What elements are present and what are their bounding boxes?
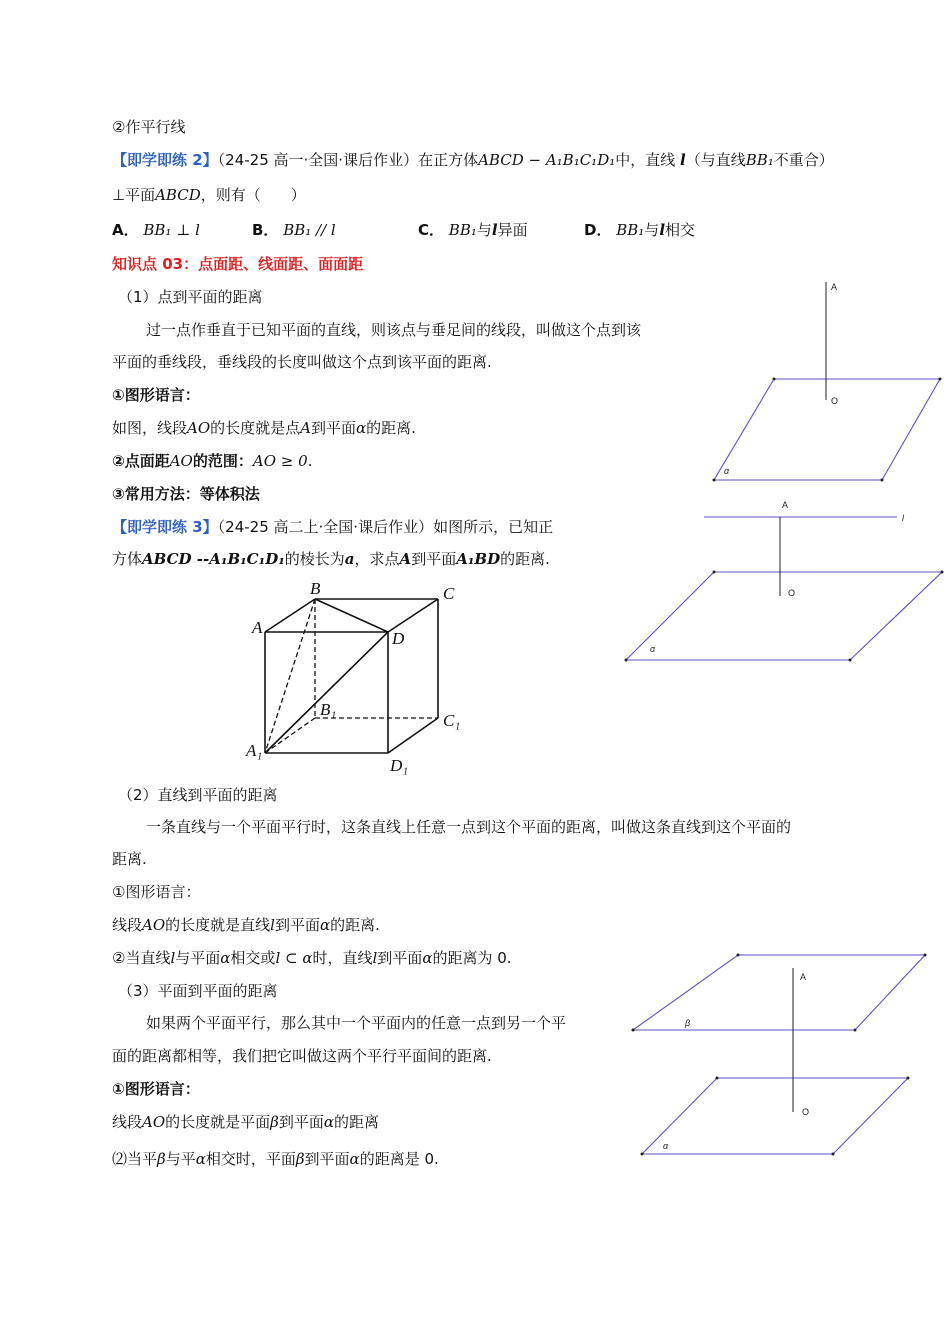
section-1-para-line1: 过一点作垂直于已知平面的直线，则该点与垂足间的线段，叫做这个点到该 (146, 321, 642, 339)
text: 时，直线 (312, 949, 373, 967)
exercise-3-source: （24-25 高二上·全国·课后作业）如图所示，已知正 (217, 518, 554, 536)
option-a-expr: BB₁ ⊥ l (143, 221, 200, 239)
fig3-label-alpha: α (663, 1141, 669, 1151)
section-2-case (112, 948, 512, 968)
fig1-label-a: A (831, 282, 838, 292)
point-a: A (399, 550, 412, 568)
plane-alpha: α (323, 1113, 334, 1131)
exercise-2-line1 (112, 150, 834, 170)
fig3-label-beta: β (685, 1018, 691, 1028)
text: 相交时，平面 (205, 1150, 296, 1168)
knowledge-point-title: 知识点 03：点面距、线面距、面面距 (112, 255, 364, 273)
option-b-expr: BB₁ // l (283, 221, 336, 239)
plane-plane-figure (625, 945, 935, 1165)
text: 的距离为 0. (432, 949, 512, 967)
text: 不重合） (773, 151, 834, 169)
text: 到平面 (278, 1113, 324, 1131)
option-d[interactable] (584, 220, 695, 240)
text: 的棱长为 (284, 550, 345, 568)
text: 如图，线段 (112, 419, 188, 437)
exercise-2-source: （24-25 高一·全国·课后作业）在正方体 (217, 151, 479, 169)
section-3-case (112, 1149, 439, 1169)
section-3-graphic-language: ①图形语言： (112, 1080, 200, 1098)
section-1-heading: （1）点到平面的距离 (118, 288, 263, 306)
cube-expression: ABCD − A₁B₁C₁D₁ (478, 151, 616, 169)
fig3-label-o: O (802, 1107, 810, 1117)
text: 相交或 (230, 949, 276, 967)
text: 与 (476, 221, 492, 239)
cube-label-c1: C₁ (443, 711, 461, 730)
segment-ao: AO (142, 1113, 166, 1131)
exercise-3-line1 (112, 517, 553, 537)
text: 与 (644, 221, 660, 239)
line-plane-figure (620, 495, 950, 670)
segment-ao: AO (187, 419, 211, 437)
text: 的长度就是平面 (165, 1113, 271, 1131)
option-letter: C． (418, 221, 445, 239)
option-letter: D． (584, 221, 612, 239)
section-1-range (112, 451, 312, 471)
plane-alpha: α (320, 916, 331, 934)
point-a: A (300, 419, 312, 437)
plane-abcd: ABCD (155, 186, 201, 204)
text: 的长度就是点 (210, 419, 301, 437)
option-letter: B． (252, 221, 279, 239)
exercise-2-tag: 【即学即练 2】 (112, 151, 218, 169)
text: 的距离. (330, 916, 380, 934)
text: 与平面 (175, 949, 221, 967)
section-2-heading: （2）直线到平面的距离 (118, 786, 278, 804)
exercise-3-line2 (112, 549, 550, 569)
section-1-graphic-language: ①图形语言： (112, 386, 200, 404)
fig1-label-o: O (831, 396, 839, 406)
fig2-label-a: A (782, 500, 789, 510)
section-2-graphic-language: ①图形语言： (112, 883, 201, 901)
text: 方体 (112, 550, 143, 568)
cube-label-b: B (310, 579, 321, 598)
option-b[interactable] (252, 220, 336, 240)
line-l: l (170, 949, 176, 967)
text: 到平面 (311, 419, 357, 437)
section-3-desc (112, 1112, 379, 1132)
text: （与直线 (685, 151, 746, 169)
text: 到平面 (377, 949, 423, 967)
text: 的范围： (192, 452, 253, 470)
segment-ao: AO (169, 452, 193, 470)
text: ，求点 (354, 550, 400, 568)
text: ⑵当平 (112, 1150, 158, 1168)
point-plane-figure (700, 270, 950, 490)
bb1: BB₁ (448, 221, 477, 239)
cube-name: ABCD --A₁B₁C₁D₁ (142, 550, 285, 568)
option-c[interactable] (418, 220, 528, 240)
section-3-para-line1: 如果两个平面平行，那么其中一个平面内的任意一点到另一个平 (146, 1014, 567, 1032)
fig1-label-alpha: α (724, 466, 730, 476)
cube-label-c: C (443, 584, 455, 603)
line-l: l (372, 949, 378, 967)
plane-alpha: α (356, 419, 367, 437)
fig2-label-l: l (902, 513, 904, 523)
exercise-3-tag: 【即学即练 3】 (112, 518, 218, 536)
plane-a1bd: A₁BD (456, 550, 501, 568)
section-1-desc (112, 418, 416, 438)
text: . (307, 452, 313, 470)
text: 到平面 (274, 916, 320, 934)
option-a[interactable] (112, 220, 200, 240)
text: 的距离是 0. (359, 1150, 439, 1168)
line-l: l (270, 916, 275, 934)
section-1-method: ③常用方法：等体积法 (112, 485, 260, 503)
fig2-label-alpha: α (650, 644, 656, 654)
cube-label-b1: B₁ (320, 700, 337, 719)
range-expression: AO ≥ 0 (252, 452, 308, 470)
plane-beta: β (157, 1150, 166, 1168)
text: 的距离. (500, 550, 550, 568)
cube-figure (240, 575, 470, 775)
text: 的距离 (334, 1113, 380, 1131)
text: 的长度就是直线 (165, 916, 271, 934)
cube-label-a1: A₁ (246, 741, 263, 760)
cube-label-d1: D₁ (390, 756, 409, 775)
cube-label-a: A (252, 618, 263, 637)
text: ②当直线 (112, 949, 171, 967)
text: 到平面 (411, 550, 457, 568)
section-3-heading: （3）平面到平面的距离 (118, 982, 278, 1000)
edge-a: a (344, 550, 355, 568)
text: ，则有（ ） (200, 186, 306, 204)
exercise-2-line2 (112, 185, 306, 205)
text: 线段 (112, 1113, 143, 1131)
segment-ao: AO (142, 916, 166, 934)
text: 到平面 (304, 1150, 350, 1168)
fig2-label-o: O (788, 588, 796, 598)
line-l: l (680, 151, 686, 169)
text: 异面 (497, 221, 528, 239)
text: 中，直线 (615, 151, 681, 169)
plane-alpha: α (220, 949, 231, 967)
plane-beta: β (270, 1113, 279, 1131)
plane-alpha: α (422, 949, 433, 967)
section-1-para-line2: 平面的垂线段，垂线段的长度叫做这个点到该平面的距离. (112, 353, 492, 371)
subset-expression: l ⊂ α (275, 949, 313, 967)
text: 相交 (665, 221, 696, 239)
plane-beta: β (295, 1150, 305, 1168)
text: 的距离. (366, 419, 416, 437)
parallel-line-step: ②作平行线 (112, 118, 186, 136)
line-l: l (659, 221, 666, 239)
text: 与平 (165, 1150, 196, 1168)
bb1: BB₁ (616, 221, 645, 239)
line-bb1: BB₁ (745, 151, 774, 169)
line-l: l (491, 221, 498, 239)
text: 线段 (112, 916, 143, 934)
text: ②点面距 (112, 452, 170, 470)
plane-alpha: α (349, 1150, 360, 1168)
option-letter: A． (112, 221, 139, 239)
section-3-para-line2: 面的距离都相等，我们把它叫做这两个平行平面间的距离. (112, 1047, 492, 1065)
section-2-desc (112, 915, 380, 935)
plane-alpha: α (195, 1150, 206, 1168)
text: ⊥平面 (112, 186, 156, 204)
section-2-para-line1: 一条直线与一个平面平行时，这条直线上任意一点到这个平面的距离，叫做这条直线到这个平面的 (146, 818, 792, 836)
cube-label-d: D (392, 629, 405, 648)
section-2-para-line2: 距离. (112, 850, 147, 868)
fig3-label-a: A (800, 972, 807, 982)
